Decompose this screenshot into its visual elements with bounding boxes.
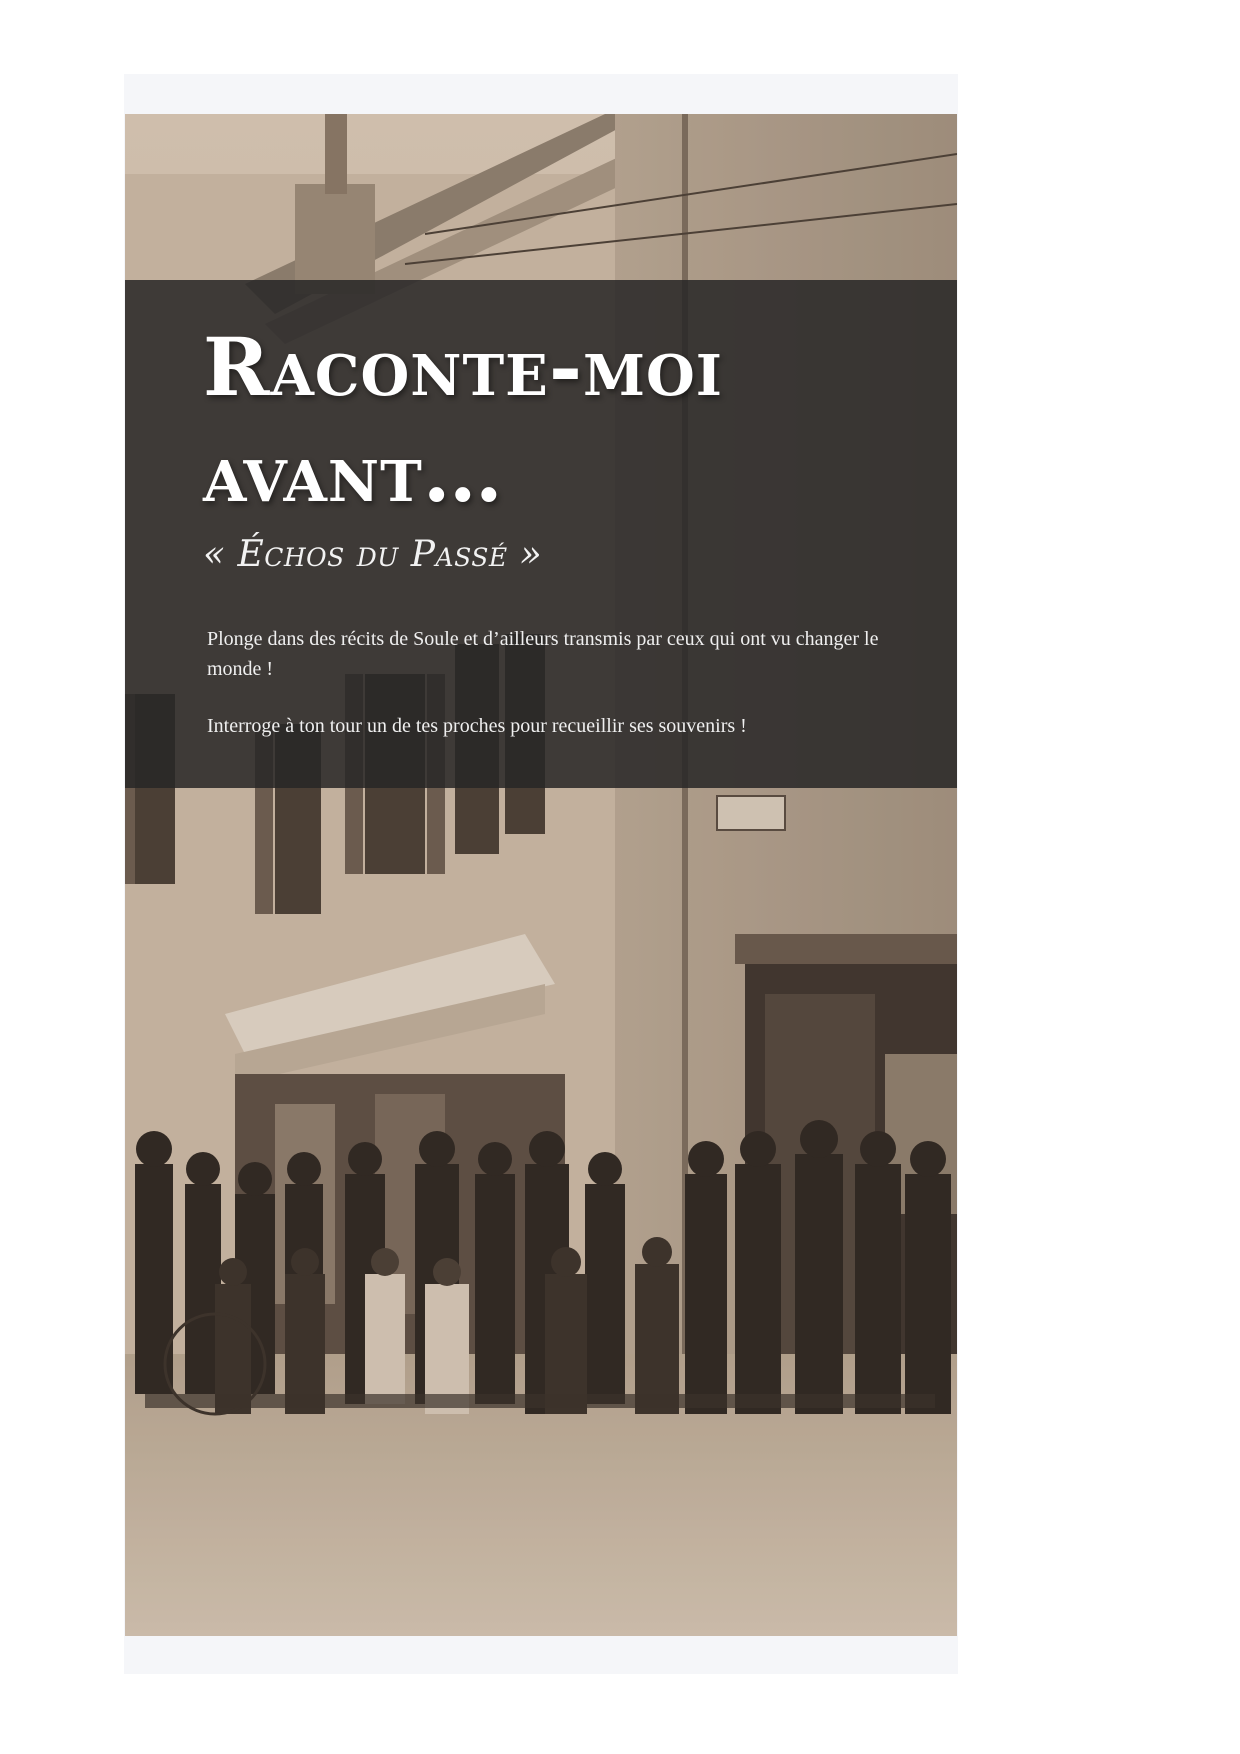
cover-subtitle: « Échos du Passé » [203,534,543,575]
cover [125,114,957,1636]
title-line-2: avant… [203,426,504,520]
intro-paragraph: Plonge dans des récits de Soule et d’ailleurs transmis par ceux qui ont vu changer le monde ! [207,628,879,680]
call-to-action-paragraph: Interroge à ton tour un de tes proches pour recueillir ses souvenirs ! [207,715,747,737]
title-line-1: Raconte-moi [203,320,723,414]
cover-title [203,314,723,526]
